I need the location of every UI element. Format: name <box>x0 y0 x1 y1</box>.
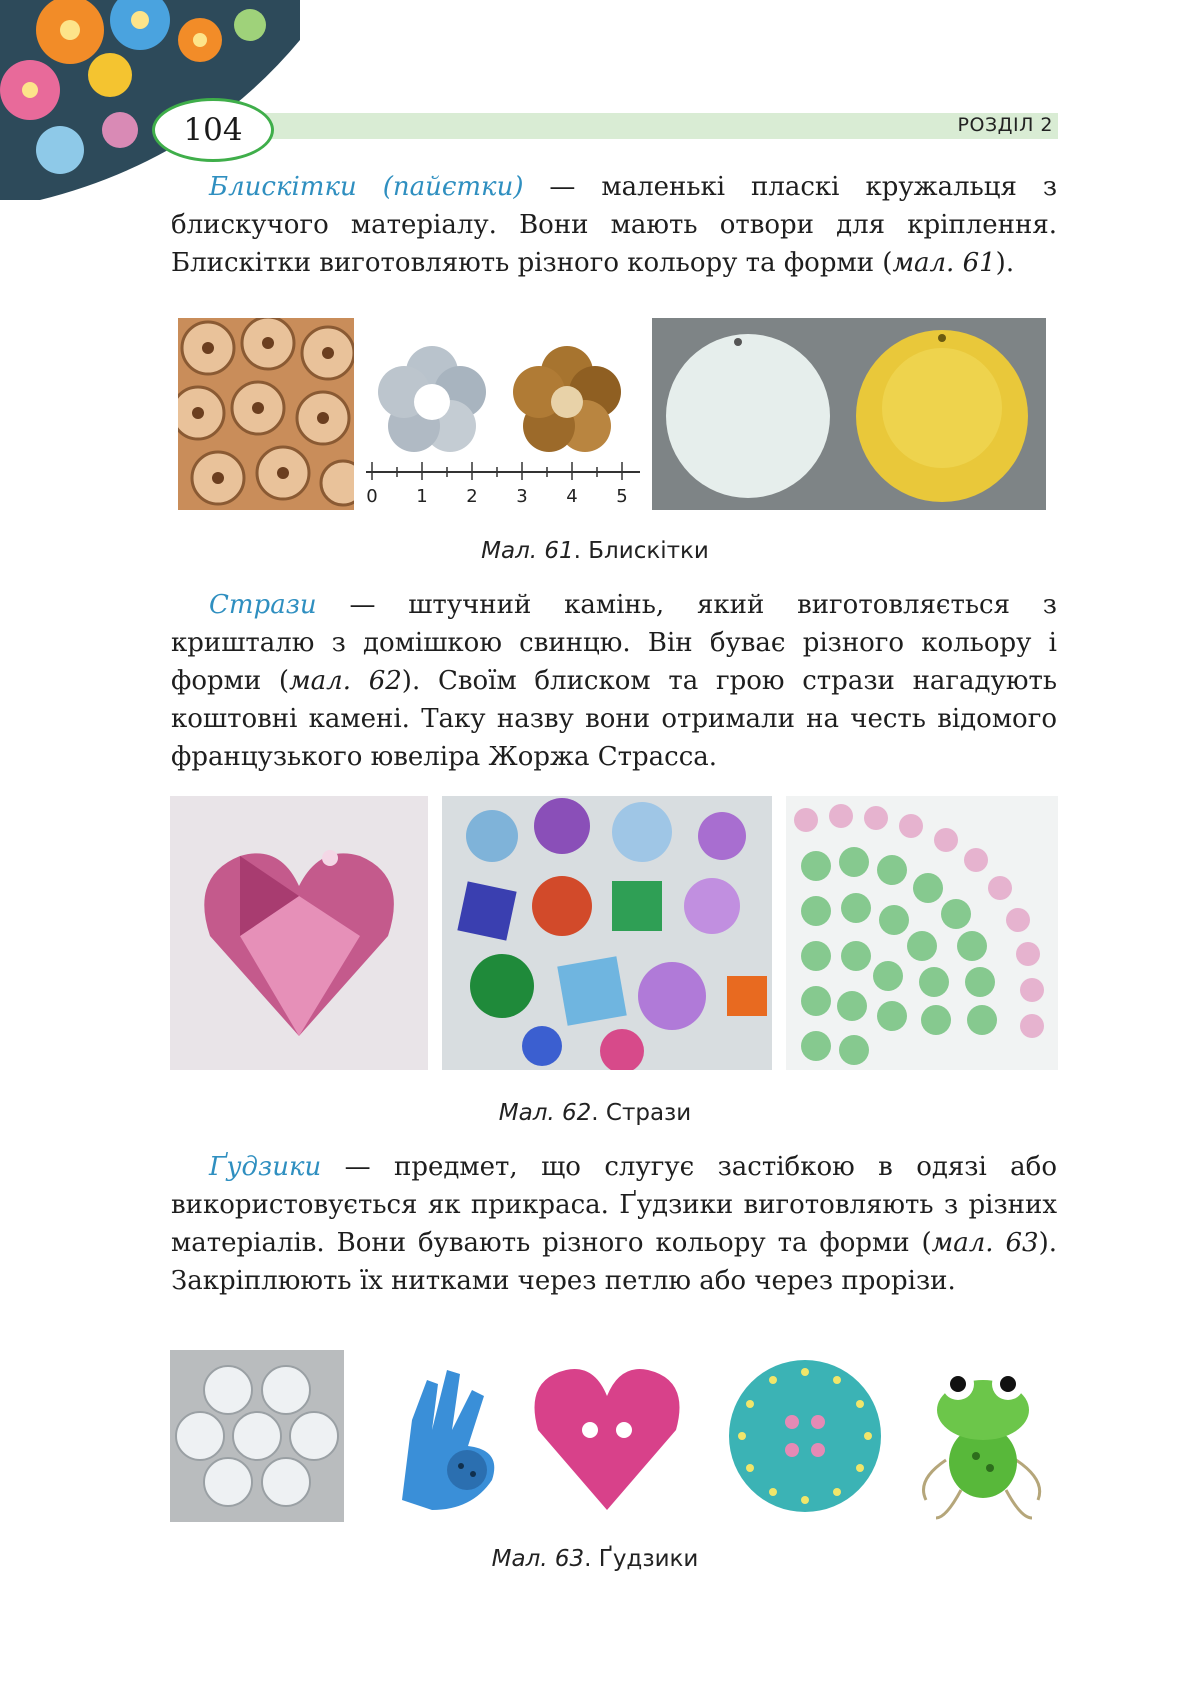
figure-ref-63: мал. 63 <box>931 1228 1039 1258</box>
paragraph-sequins: Блискітки (пайєтки) — маленькі пласкі кружальця з блискучого матеріалу. Вони мають отвори для кріплення. Блискітки виготовляють різного кольору та форми (мал. 61). <box>171 172 1058 278</box>
term-rhinestones: Стрази <box>209 590 317 620</box>
ruler-label: 3 <box>516 486 528 507</box>
photo-button-crystal <box>170 1350 344 1522</box>
photo-button-heart <box>524 1350 690 1522</box>
figure-ref-62: мал. 62 <box>289 666 402 696</box>
term-sequins: Блискітки (пайєтки) <box>209 172 524 202</box>
photo-sequins-flowers-ruler <box>362 332 644 508</box>
figure-ref-61: мал. 61 <box>892 248 996 278</box>
page-number: 104 <box>183 112 243 148</box>
photo-sequins-discs <box>652 318 1046 510</box>
page-number-oval <box>152 98 274 162</box>
ruler-label: 1 <box>416 486 428 507</box>
photo-rhinestone-heart <box>170 796 428 1070</box>
term-buttons: Ґудзики <box>209 1152 322 1182</box>
photo-button-frog <box>906 1350 1060 1522</box>
section-label: РОЗДІЛ 2 <box>957 114 1053 136</box>
photo-button-turquoise <box>722 1350 888 1522</box>
caption-fig61: Мал. 61. Блискітки <box>481 538 709 564</box>
paragraph-buttons: Ґудзики — предмет, що слугує застібкою в одязі або використовується як прикраса. Ґудзики виготовляють з різних матеріалів. Вони бувають різного кольору та форми (мал. 63). Закріплюють їх нитками через петлю або через прорізи. <box>171 1152 1057 1296</box>
ruler-label: 4 <box>566 486 578 507</box>
ruler-label: 5 <box>616 486 628 507</box>
photo-rhinestones-colorful <box>442 796 772 1070</box>
paragraph-rhinestones: Стрази — штучний камінь, який виготовляється з кришталю з домішкою свинцю. Він буває різного кольору і форми (мал. 62). Своїм блиском та грою стрази нагадують коштовні камені. Таку назву вони отримали на честь відомого французького ювеліра Жоржа Страсса. <box>171 590 1058 772</box>
caption-fig62: Мал. 62. Стрази <box>498 1100 692 1126</box>
photo-sequins-gold-closeup <box>178 318 354 510</box>
photo-button-hand <box>372 1350 532 1522</box>
photo-rhinestones-green-pink <box>786 796 1058 1070</box>
ruler-label: 0 <box>366 486 378 507</box>
ruler-label: 2 <box>466 486 478 507</box>
header-bar <box>200 113 1058 139</box>
caption-fig63: Мал. 63. Ґудзики <box>491 1546 699 1572</box>
